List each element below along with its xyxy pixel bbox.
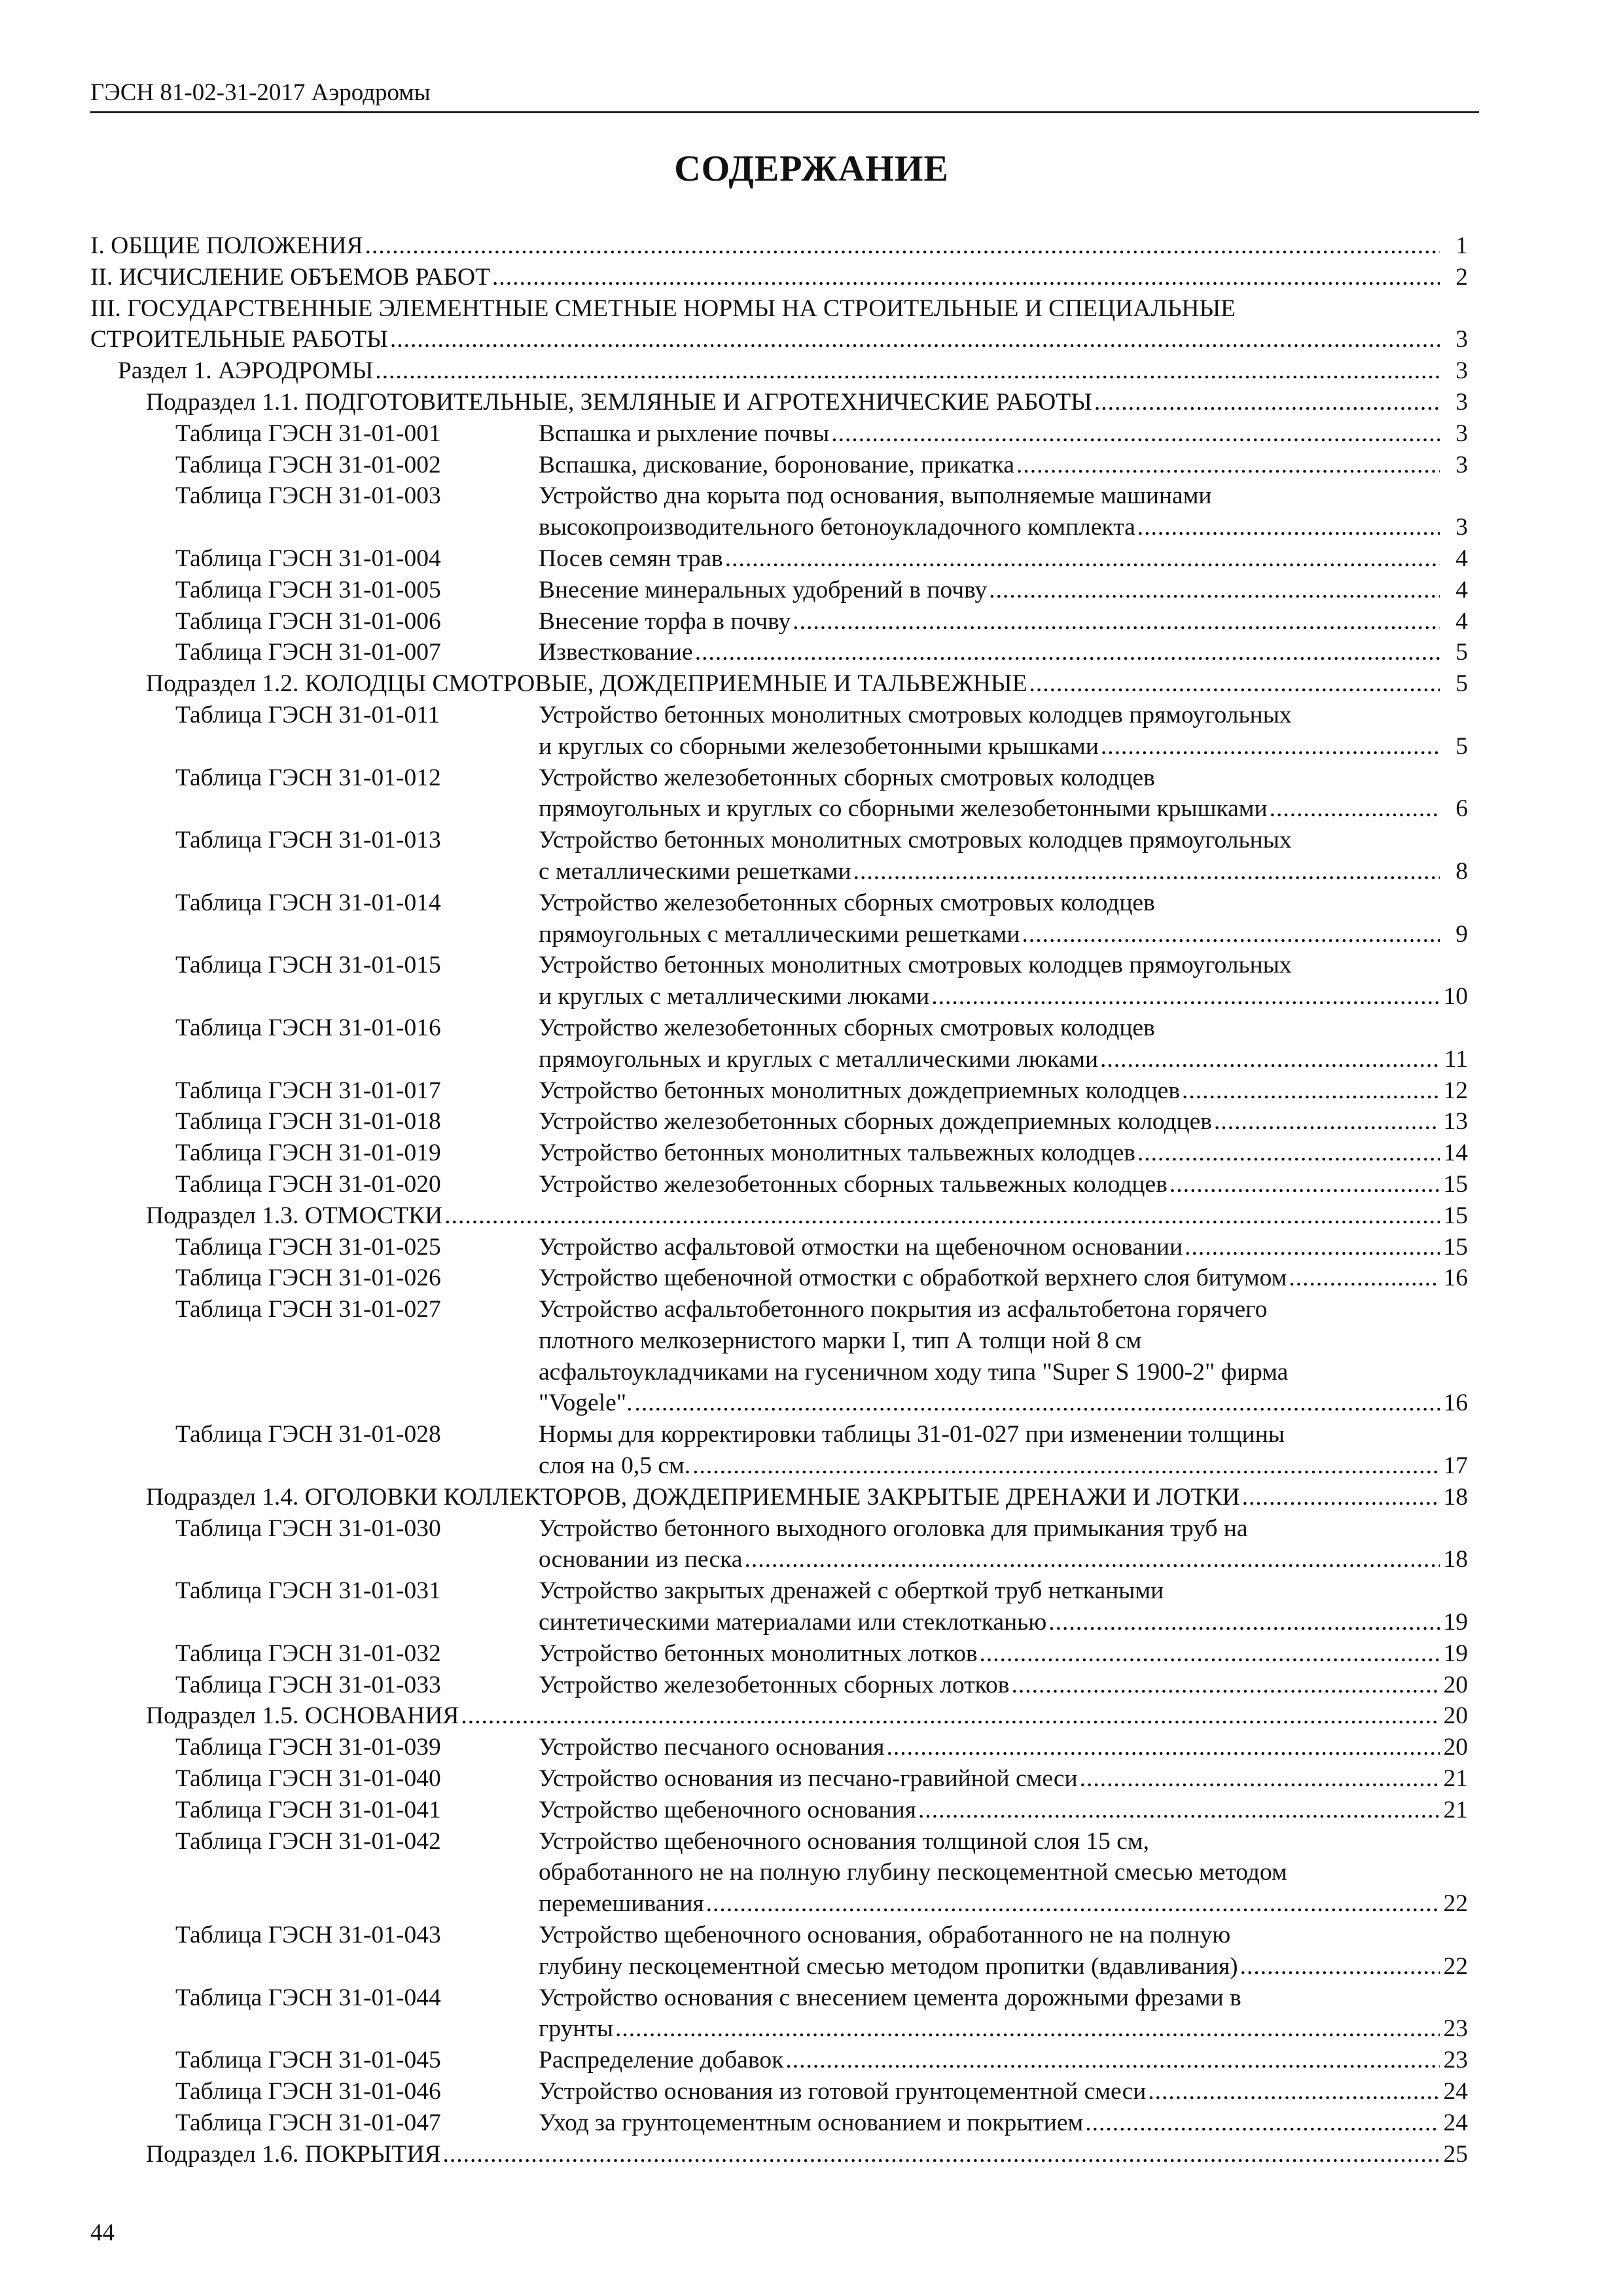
toc-entry-title: Подраздел 1.6. ПОКРЫТИЯ — [146, 2140, 441, 2168]
toc-dot-leader — [1148, 2076, 1440, 2108]
toc-page-number: 6 — [1455, 795, 1468, 823]
toc-entry-title: Подраздел 1.3. ОТМОСТКИ — [146, 1202, 443, 1229]
toc-subsection-entry[interactable] — [90, 1200, 1468, 1232]
toc-table-number: Таблица ГЭСН 31-01-013 — [175, 827, 441, 854]
toc-entry-title: Устройство бетонных монолитных смотровых колодцев прямоугольных — [539, 701, 1292, 728]
toc-table-entry[interactable] — [90, 1075, 1468, 1107]
toc-table-entry[interactable] — [90, 700, 1468, 762]
toc-entry-title: Раздел 1. АЭРОДРОМЫ — [118, 357, 374, 385]
toc-dot-leader — [1214, 1106, 1440, 1138]
toc-table-entry[interactable] — [90, 825, 1468, 888]
toc-entry-title: плотного мелкозернистого марки I, тип А толщи ной 8 см — [539, 1327, 1142, 1354]
toc-entry-line — [539, 1263, 1468, 1294]
toc-page-number: 17 — [1443, 1452, 1468, 1480]
toc-dot-leader — [1182, 1075, 1440, 1107]
toc-dot-leader — [1270, 793, 1440, 825]
toc-entry-title: прямоугольных и круглых с металлическими люками — [539, 1045, 1099, 1073]
toc-table-entry[interactable] — [90, 1513, 1468, 1576]
toc-table-number: Таблица ГЭСН 31-01-045 — [175, 2047, 441, 2074]
toc-table-entry[interactable] — [90, 1169, 1468, 1200]
toc-page-number: 13 — [1443, 1108, 1468, 1136]
toc-table-number: Таблица ГЭСН 31-01-019 — [175, 1139, 441, 1167]
toc-table-number: Таблица ГЭСН 31-01-033 — [175, 1671, 441, 1698]
toc-chapter-entry[interactable] — [90, 262, 1468, 293]
toc-entry-line — [539, 1013, 1468, 1044]
toc-entry-line — [90, 293, 1468, 325]
toc-table-number: Таблица ГЭСН 31-01-018 — [175, 1108, 441, 1136]
toc-entry-title: Подраздел 1.5. ОСНОВАНИЯ — [146, 1702, 459, 1730]
toc-entry-line — [539, 919, 1468, 950]
toc-page-number: 1 — [1455, 232, 1468, 259]
toc-page-number: 15 — [1443, 1233, 1468, 1261]
toc-page-number: 2 — [1455, 263, 1468, 291]
toc-entry-title: глубину пескоцементной смесью методом пропитки (вдавливания) — [539, 1952, 1238, 1980]
toc-page-number: 14 — [1443, 1139, 1468, 1167]
toc-page-number: 21 — [1443, 1796, 1468, 1823]
toc-entry-title: Распределение добавок — [539, 2047, 784, 2074]
toc-entry-line — [539, 1951, 1468, 1982]
toc-table-number: Таблица ГЭСН 31-01-001 — [175, 420, 441, 447]
toc-entry-title: асфальтоукладчиками на гусеничном ходу типа "Super S 1900-2" фирма — [539, 1358, 1289, 1386]
toc-dot-leader — [1137, 512, 1440, 543]
toc-dot-leader — [1048, 1607, 1440, 1638]
toc-page-number: 20 — [1443, 1734, 1468, 1761]
toc-entry-title: Устройство дна корыта под основания, выполняемые машинами — [539, 482, 1212, 510]
toc-table-number: Таблица ГЭСН 31-01-005 — [175, 576, 441, 603]
toc-table-entry[interactable] — [90, 1106, 1468, 1138]
toc-entry-line — [539, 1388, 1468, 1419]
toc-page-number: 21 — [1443, 1765, 1468, 1793]
toc-entry-title: Устройство щебеночного основания, обработанного не на полную — [539, 1922, 1231, 1949]
toc-table-number: Таблица ГЭСН 31-01-027 — [175, 1296, 441, 1323]
toc-entry-line — [539, 1106, 1468, 1138]
toc-table-number: Таблица ГЭСН 31-01-043 — [175, 1922, 441, 1949]
toc-entry-line — [539, 1670, 1468, 1701]
toc-entry-title: Известкование — [539, 639, 693, 666]
toc-entry-line — [539, 1544, 1468, 1575]
toc-entry-title: Уход за грунтоцементным основанием и покрытием — [539, 2109, 1084, 2136]
toc-subsection-entry[interactable] — [90, 387, 1468, 418]
toc-table-entry[interactable] — [90, 1732, 1468, 1763]
toc-entry-line — [539, 731, 1468, 762]
toc-entry-line — [146, 668, 1468, 700]
toc-entry-line — [539, 512, 1468, 543]
toc-dot-leader — [492, 262, 1440, 293]
toc-entry-line — [146, 2139, 1468, 2170]
toc-entry-title: Устройство основания из готовой грунтоцементной смеси — [539, 2078, 1147, 2106]
toc-dot-leader — [1080, 1763, 1440, 1795]
toc-chapter-entry[interactable] — [90, 230, 1468, 262]
toc-dot-leader — [365, 230, 1440, 262]
toc-entry-title: Устройство асфальтовой отмостки на щебеночном основании — [539, 1233, 1183, 1261]
toc-table-entry[interactable] — [90, 950, 1468, 1013]
toc-dot-leader — [444, 1200, 1440, 1232]
toc-entry-line — [118, 355, 1468, 387]
toc-dot-leader — [744, 1544, 1440, 1575]
toc-entry-title: Устройство песчаного основания — [539, 1734, 885, 1761]
toc-table-entry[interactable] — [90, 450, 1468, 481]
toc-dot-leader — [1101, 731, 1440, 762]
toc-entry-title: Устройство железобетонных сборных смотровых колодцев — [539, 889, 1155, 916]
toc-entry-title: и круглых со сборными железобетонными крышками — [539, 732, 1099, 760]
toc-table-number: Таблица ГЭСН 31-01-020 — [175, 1170, 441, 1198]
toc-page-number: 24 — [1443, 2078, 1468, 2106]
toc-dot-leader — [692, 1450, 1440, 1482]
toc-table-number: Таблица ГЭСН 31-01-042 — [175, 1827, 441, 1855]
toc-entry-line — [539, 1795, 1468, 1826]
toc-table-number: Таблица ГЭСН 31-01-025 — [175, 1233, 441, 1261]
toc-entry-line — [539, 450, 1468, 481]
toc-table-number: Таблица ГЭСН 31-01-039 — [175, 1734, 441, 1761]
toc-entry-line — [539, 1732, 1468, 1763]
toc-entry-title: Устройство железобетонных сборных лотков — [539, 1671, 1010, 1698]
toc-entry-title: перемешивания — [539, 1890, 704, 1918]
toc-table-number: Таблица ГЭСН 31-01-040 — [175, 1765, 441, 1793]
toc-entry-title: грунты — [539, 2015, 614, 2043]
toc-entry-line — [539, 1357, 1468, 1388]
toc-entry-line — [539, 2013, 1468, 2045]
toc-page-number: 15 — [1443, 1202, 1468, 1229]
toc-entry-line — [90, 262, 1468, 293]
toc-dot-leader — [1289, 1263, 1440, 1294]
toc-page-number: 3 — [1455, 451, 1468, 478]
toc-page-number: 16 — [1443, 1265, 1468, 1292]
toc-entry-line — [539, 2108, 1468, 2139]
toc-table-entry[interactable] — [90, 480, 1468, 543]
toc-entry-title: Устройство закрытых дренажей с оберткой труб неткаными — [539, 1577, 1164, 1605]
toc-entry-title: Устройство железобетонных сборных смотровых колодцев — [539, 1014, 1155, 1041]
toc-table-number: Таблица ГЭСН 31-01-003 — [175, 482, 441, 510]
toc-table-entry[interactable] — [90, 575, 1468, 606]
toc-entry-line — [539, 1294, 1468, 1325]
toc-chapter-entry[interactable] — [90, 293, 1468, 356]
toc-table-number: Таблица ГЭСН 31-01-026 — [175, 1265, 441, 1292]
toc-page-number: 18 — [1443, 1483, 1468, 1511]
toc-dot-leader — [918, 1795, 1440, 1826]
toc-table-number: Таблица ГЭСН 31-01-011 — [175, 701, 440, 728]
toc-page-number: 11 — [1444, 1045, 1468, 1073]
toc-dot-leader — [793, 606, 1440, 637]
toc-table-entry[interactable] — [90, 762, 1468, 825]
toc-entry-title: Устройство основания из песчано-гравийной смеси — [539, 1765, 1078, 1793]
toc-table-entry[interactable] — [90, 1419, 1468, 1482]
toc-dot-leader — [1137, 1138, 1440, 1169]
toc-entry-line — [539, 1232, 1468, 1263]
toc-dot-leader — [1011, 1670, 1440, 1701]
toc-page-number: 19 — [1443, 1609, 1468, 1636]
toc-table-entry[interactable] — [90, 2108, 1468, 2139]
toc-dot-leader — [634, 1388, 1440, 1419]
toc-entry-title: СТРОИТЕЛЬНЫЕ РАБОТЫ — [90, 326, 388, 353]
toc-entry-line — [539, 1450, 1468, 1482]
toc-entry-title: Внесение торфа в почву — [539, 607, 791, 635]
toc-entry-title: Подраздел 1.1. ПОДГОТОВИТЕЛЬНЫЕ, ЗЕМЛЯНЫЕ И АГРОТЕХНИЧЕСКИЕ РАБОТЫ — [146, 388, 1092, 416]
toc-dot-leader — [706, 1888, 1440, 1920]
toc-dot-leader — [831, 418, 1440, 450]
toc-entry-title: Устройство основания с внесением цемента дорожными фрезами в — [539, 1984, 1241, 2011]
toc-dot-leader — [1094, 387, 1440, 418]
toc-table-entry[interactable] — [90, 418, 1468, 450]
toc-dot-leader — [887, 1732, 1440, 1763]
toc-entry-line — [539, 856, 1468, 888]
toc-entry-title: Устройство щебеночного основания — [539, 1796, 916, 1823]
toc-subsection-entry[interactable] — [90, 668, 1468, 700]
toc-entry-title: Подраздел 1.4. ОГОЛОВКИ КОЛЛЕКТОРОВ, ДОЖДЕПРИЕМНЫЕ ЗАКРЫТЫЕ ДРЕНАЖИ И ЛОТКИ — [146, 1483, 1240, 1511]
toc-entry-title: I. ОБЩИЕ ПОЛОЖЕНИЯ — [90, 232, 363, 259]
toc-entry-line — [539, 1138, 1468, 1169]
toc-table-entry[interactable] — [90, 2045, 1468, 2076]
toc-entry-line — [539, 1169, 1468, 1200]
toc-entry-line — [539, 1982, 1468, 2014]
toc-entry-line — [539, 480, 1468, 512]
page-number: 44 — [90, 2219, 115, 2246]
toc-page-number: 18 — [1443, 1546, 1468, 1573]
toc-table-entry[interactable] — [90, 1982, 1468, 2045]
toc-table-number: Таблица ГЭСН 31-01-004 — [175, 545, 441, 572]
toc-entry-line — [539, 1638, 1468, 1670]
toc-page-number: 23 — [1443, 2047, 1468, 2074]
toc-entry-line — [539, 793, 1468, 825]
toc-entry-line — [539, 1826, 1468, 1857]
toc-table-entry[interactable] — [90, 543, 1468, 575]
toc-table-number: Таблица ГЭСН 31-01-002 — [175, 451, 441, 478]
toc-dot-leader — [375, 355, 1440, 387]
toc-entry-line — [90, 230, 1468, 262]
toc-table-entry[interactable] — [90, 637, 1468, 668]
toc-table-number: Таблица ГЭСН 31-01-047 — [175, 2109, 441, 2136]
toc-entry-line — [539, 1325, 1468, 1357]
toc-entry-line — [90, 324, 1468, 355]
toc-page-number: 19 — [1443, 1640, 1468, 1667]
toc-entry-line — [539, 1075, 1468, 1107]
toc-entry-line — [539, 888, 1468, 919]
toc-entry-title: Устройство бетонного выходного оголовка для примыкания труб на — [539, 1515, 1248, 1542]
toc-table-entry[interactable] — [90, 1138, 1468, 1169]
toc-table-entry[interactable] — [90, 1294, 1468, 1419]
toc-table-number: Таблица ГЭСН 31-01-015 — [175, 952, 441, 979]
toc-table-entry[interactable] — [90, 1263, 1468, 1294]
toc-entry-line — [539, 1419, 1468, 1450]
toc-subsection-entry[interactable] — [90, 2139, 1468, 2170]
toc-table-number: Таблица ГЭСН 31-01-041 — [175, 1796, 441, 1823]
toc-table-number: Таблица ГЭСН 31-01-006 — [175, 607, 441, 635]
toc-table-entry[interactable] — [90, 1763, 1468, 1795]
toc-entry-line — [539, 1920, 1468, 1951]
toc-entry-title: II. ИСЧИСЛЕНИЕ ОБЪЕМОВ РАБОТ — [90, 263, 490, 291]
toc-page-number: 10 — [1443, 983, 1468, 1011]
toc-table-entry[interactable] — [90, 888, 1468, 950]
toc-entry-line — [539, 700, 1468, 731]
toc-dot-leader — [785, 2045, 1440, 2076]
toc-page-number: 22 — [1443, 1952, 1468, 1980]
toc-page-number: 4 — [1455, 545, 1468, 572]
toc-dot-leader — [980, 1638, 1440, 1670]
toc-entry-line — [146, 1700, 1468, 1732]
toc-entry-line — [539, 1763, 1468, 1795]
toc-page-number: 5 — [1455, 670, 1468, 698]
toc-dot-leader — [1029, 668, 1440, 700]
toc-page-number: 3 — [1455, 357, 1468, 385]
toc-entry-line — [539, 981, 1468, 1013]
toc-entry-title: Устройство железобетонных сборных дождеприемных колодцев — [539, 1108, 1212, 1136]
toc-entry-line — [539, 1888, 1468, 1920]
toc-dot-leader — [1016, 450, 1440, 481]
toc-table-entry[interactable] — [90, 606, 1468, 637]
toc-subsection-entry[interactable] — [90, 1482, 1468, 1513]
toc-entry-line — [539, 606, 1468, 637]
toc-entry-title: с металлическими решетками — [539, 857, 851, 885]
toc-page-number: 3 — [1455, 326, 1468, 353]
toc-table-number: Таблица ГЭСН 31-01-012 — [175, 764, 441, 791]
toc-dot-leader — [390, 324, 1440, 355]
toc-entry-title: и круглых с металлическими люками — [539, 983, 930, 1011]
toc-page-number: 12 — [1443, 1077, 1468, 1104]
toc-entry-line — [539, 762, 1468, 794]
toc-dot-leader — [931, 981, 1440, 1013]
toc-entry-title: Посев семян трав — [539, 545, 723, 572]
toc-entry-line — [146, 387, 1468, 418]
toc-table-entry[interactable] — [90, 1232, 1468, 1263]
toc-table-number: Таблица ГЭСН 31-01-017 — [175, 1077, 441, 1104]
toc-entry-line — [539, 825, 1468, 856]
toc-table-number: Таблица ГЭСН 31-01-014 — [175, 889, 441, 916]
toc-entry-title: Устройство железобетонных сборных тальвежных колодцев — [539, 1170, 1168, 1198]
toc-dot-leader — [1240, 1951, 1440, 1982]
toc-dot-leader — [1242, 1482, 1440, 1513]
toc-table-number: Таблица ГЭСН 31-01-016 — [175, 1014, 441, 1041]
toc-table-number: Таблица ГЭСН 31-01-030 — [175, 1515, 441, 1542]
page-title: СОДЕРЖАНИЕ — [674, 149, 949, 189]
toc-entry-title: Подраздел 1.2. КОЛОДЦЫ СМОТРОВЫЕ, ДОЖДЕПРИЕМНЫЕ И ТАЛЬВЕЖНЫЕ — [146, 670, 1027, 698]
toc-entry-line — [539, 1607, 1468, 1638]
toc-page-number: 15 — [1443, 1170, 1468, 1198]
toc-table-entry[interactable] — [90, 1795, 1468, 1826]
toc-entry-title: слоя на 0,5 см. — [539, 1452, 691, 1480]
toc-entry-title: Устройство бетонных монолитных тальвежных колодцев — [539, 1139, 1135, 1167]
toc-dot-leader — [1169, 1169, 1440, 1200]
toc-entry-line — [539, 2045, 1468, 2076]
toc-page-number: 3 — [1455, 420, 1468, 447]
toc-page-number: 9 — [1455, 920, 1468, 948]
toc-entry-line — [539, 637, 1468, 668]
toc-dot-leader — [1100, 1044, 1440, 1075]
toc-entry-title: Устройство бетонных монолитных смотровых колодцев прямоугольных — [539, 827, 1292, 854]
toc-entry-title: III. ГОСУДАРСТВЕННЫЕ ЭЛЕМЕНТНЫЕ СМЕТНЫЕ НОРМЫ НА СТРОИТЕЛЬНЫЕ И СПЕЦИАЛЬНЫЕ — [90, 295, 1236, 322]
toc-page-number: 8 — [1455, 857, 1468, 885]
toc-entry-title: прямоугольных с металлическими решетками — [539, 920, 1020, 948]
toc-table-number: Таблица ГЭСН 31-01-046 — [175, 2078, 441, 2106]
toc-table-entry[interactable] — [90, 1826, 1468, 1920]
toc-page-number: 20 — [1443, 1671, 1468, 1698]
toc-page-number: 16 — [1443, 1390, 1468, 1417]
toc-entry-title: Вспашка, дискование, боронование, прикатка — [539, 451, 1014, 478]
toc-page-number: 3 — [1455, 514, 1468, 541]
toc-table-number: Таблица ГЭСН 31-01-031 — [175, 1577, 441, 1605]
toc-entry-title: синтетическими материалами или стеклотканью — [539, 1609, 1047, 1636]
toc-page-number: 5 — [1455, 639, 1468, 666]
toc-dot-leader — [1022, 919, 1440, 950]
running-header — [90, 79, 1479, 113]
toc-entry-title: Вспашка и рыхление почвы — [539, 420, 830, 447]
toc-entry-title: Устройство щебеночного основания толщиной слоя 15 см, — [539, 1827, 1150, 1855]
toc-entry-title: Устройство бетонных монолитных дождеприемных колодцев — [539, 1077, 1181, 1104]
toc-table-number: Таблица ГЭСН 31-01-032 — [175, 1640, 441, 1667]
toc-entry-line — [146, 1482, 1468, 1513]
table-of-contents — [90, 230, 1468, 2170]
toc-entry-title: Устройство асфальтобетонного покрытия из асфальтобетона горячего — [539, 1296, 1268, 1323]
toc-page-number: 23 — [1443, 2015, 1468, 2043]
toc-page-number: 4 — [1455, 607, 1468, 635]
toc-table-entry[interactable] — [90, 1670, 1468, 1701]
toc-dot-leader — [989, 575, 1440, 606]
toc-entry-title: Устройство бетонных монолитных смотровых колодцев прямоугольных — [539, 952, 1292, 979]
toc-table-number: Таблица ГЭСН 31-01-044 — [175, 1984, 441, 2011]
toc-entry-title: Устройство железобетонных сборных смотровых колодцев — [539, 764, 1155, 791]
toc-dot-leader — [1185, 1232, 1440, 1263]
toc-entry-line — [539, 1513, 1468, 1545]
toc-page-number: 25 — [1443, 2140, 1468, 2168]
toc-table-entry[interactable] — [90, 1638, 1468, 1670]
toc-entry-title: Устройство щебеночной отмостки с обработкой верхнего слоя битумом — [539, 1265, 1287, 1292]
toc-dot-leader — [615, 2013, 1440, 2045]
toc-entry-line — [539, 950, 1468, 981]
toc-dot-leader — [1085, 2108, 1440, 2139]
toc-page-number: 22 — [1443, 1890, 1468, 1918]
toc-entry-title: основании из песка — [539, 1546, 743, 1573]
toc-entry-title: Устройство бетонных монолитных лотков — [539, 1640, 978, 1667]
toc-entry-line — [539, 1044, 1468, 1075]
toc-table-entry[interactable] — [90, 1575, 1468, 1638]
toc-entry-title: высокопроизводительного бетоноукладочного комплекта — [539, 514, 1135, 541]
toc-entry-line — [146, 1200, 1468, 1232]
toc-entry-title: Нормы для корректировки таблицы 31-01-027 при изменении толщины — [539, 1421, 1285, 1448]
toc-section-entry[interactable] — [90, 355, 1468, 387]
toc-entry-line — [539, 2076, 1468, 2108]
toc-page-number: 5 — [1455, 732, 1468, 760]
toc-entry-line — [539, 1575, 1468, 1607]
running-header-title: ГЭСН 81-02-31-2017 Аэродромы — [90, 79, 431, 106]
toc-entry-title: прямоугольных и круглых со сборными железобетонными крышками — [539, 795, 1268, 823]
toc-table-entry[interactable] — [90, 1013, 1468, 1075]
toc-page-number: 20 — [1443, 1702, 1468, 1730]
toc-entry-title: Внесение минеральных удобрений в почву — [539, 576, 988, 603]
toc-page-number: 24 — [1443, 2109, 1468, 2136]
toc-dot-leader — [853, 856, 1440, 888]
toc-table-entry[interactable] — [90, 1920, 1468, 1982]
toc-table-entry[interactable] — [90, 2076, 1468, 2108]
toc-page-number: 4 — [1455, 576, 1468, 603]
toc-entry-line — [539, 418, 1468, 450]
toc-subsection-entry[interactable] — [90, 1700, 1468, 1732]
toc-table-number: Таблица ГЭСН 31-01-007 — [175, 639, 441, 666]
toc-entry-title: обработанного не на полную глубину пескоцементной смесью методом — [539, 1859, 1287, 1886]
toc-page-number: 3 — [1455, 388, 1468, 416]
toc-entry-line — [539, 543, 1468, 575]
toc-entry-line — [539, 575, 1468, 606]
toc-entry-line — [539, 1857, 1468, 1888]
toc-entry-title: "Vogele". — [539, 1390, 633, 1417]
toc-dot-leader — [725, 543, 1440, 575]
toc-dot-leader — [695, 637, 1440, 668]
toc-dot-leader — [461, 1700, 1440, 1732]
toc-table-number: Таблица ГЭСН 31-01-028 — [175, 1421, 441, 1448]
toc-dot-leader — [443, 2139, 1440, 2170]
